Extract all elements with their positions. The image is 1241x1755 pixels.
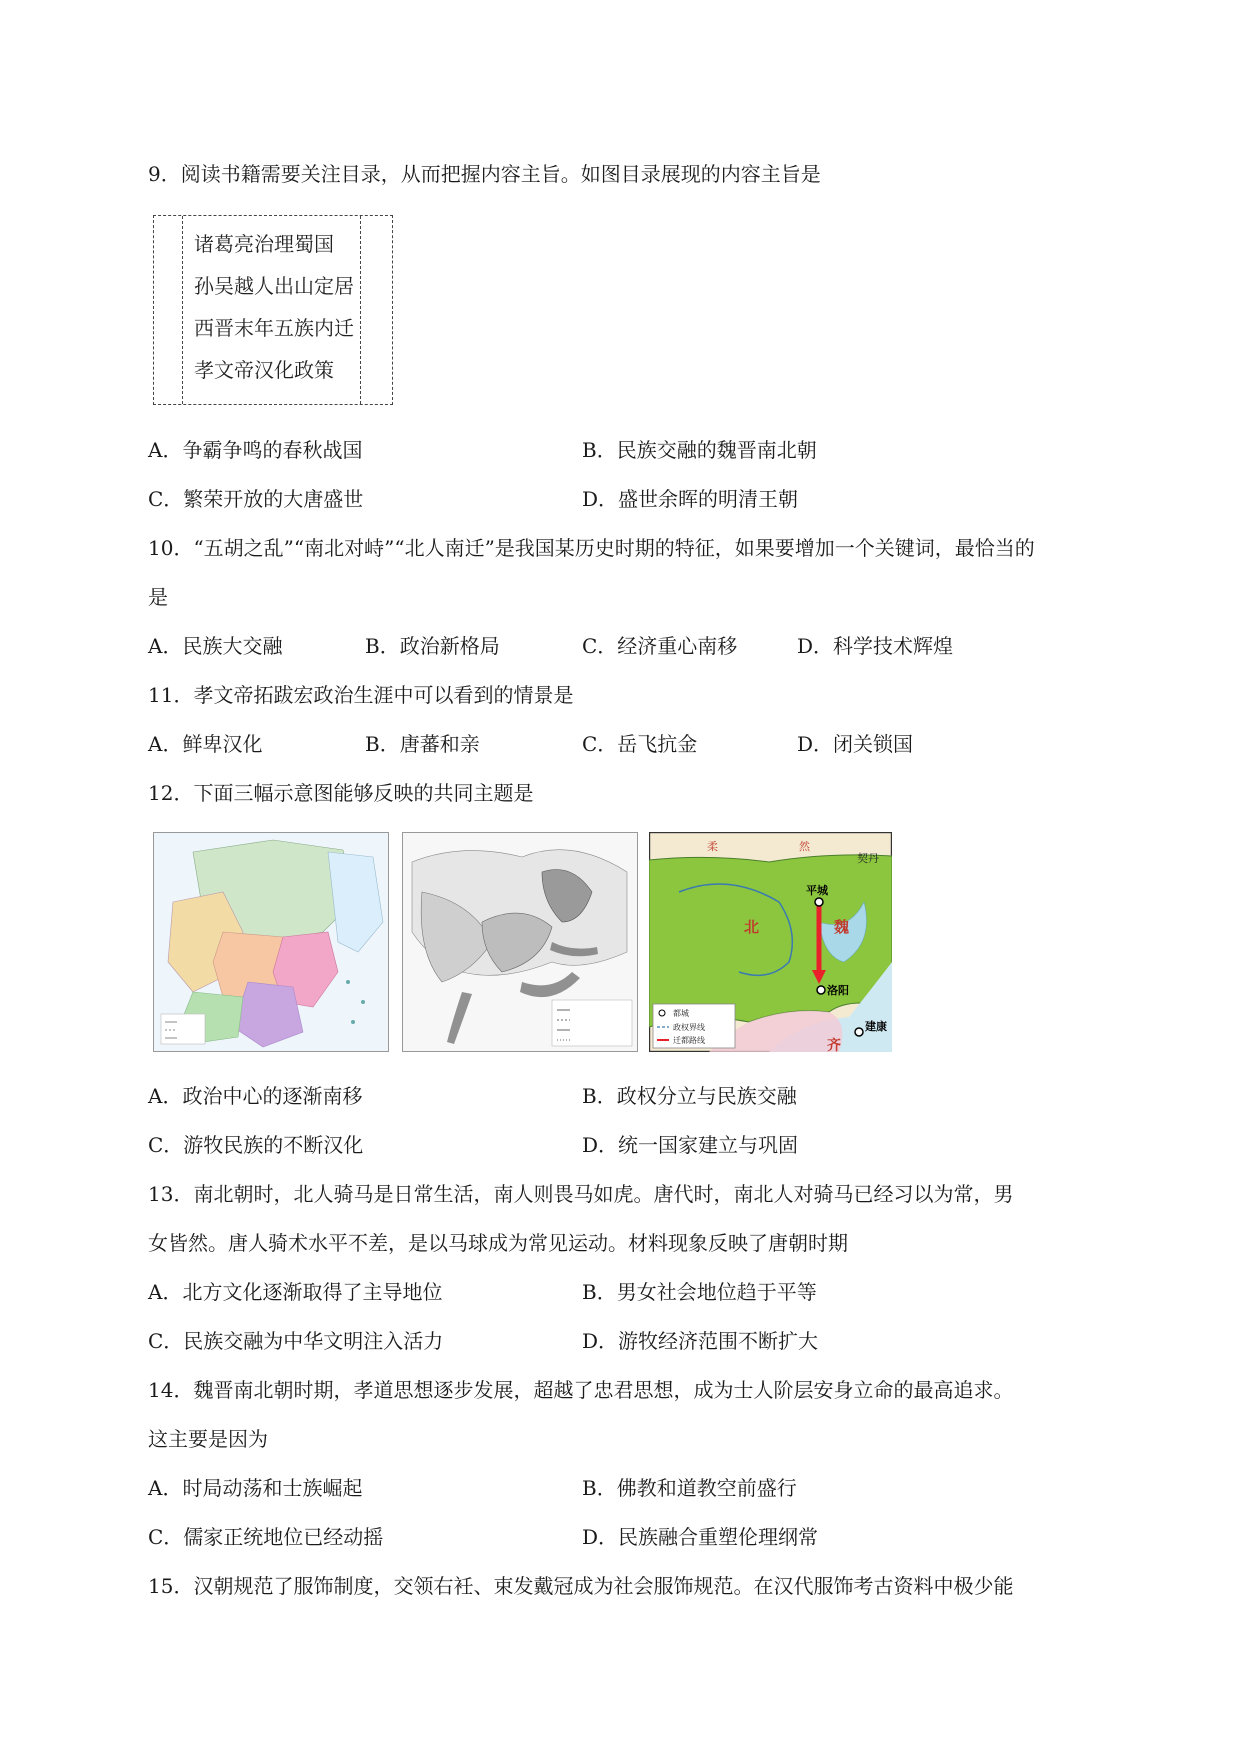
q9-table-of-contents [153, 215, 393, 405]
label-rouran-1: 柔 [707, 840, 718, 853]
q10-stem-line1: 10．“五胡之乱”“南北对峙”“北人南迁”是我国某历史时期的特征，如果要增加一个关键词，最恰当的 [148, 536, 1035, 560]
label-luoyang: 洛阳 [827, 984, 849, 997]
q10-option-d[interactable]: D．科学技术辉煌 [797, 634, 954, 658]
q10-option-a[interactable]: A．民族大交融 [148, 634, 283, 658]
label-wei: 魏 [834, 918, 850, 936]
q9-stem: 9．阅读书籍需要关注目录，从而把握内容主旨。如图目录展现的内容主旨是 [148, 162, 821, 186]
q14-option-c[interactable]: C．儒家正统地位已经动摇 [148, 1525, 384, 1549]
q12-option-a[interactable]: A．政治中心的逐渐南移 [148, 1084, 363, 1108]
q10-option-b[interactable]: B．政治新格局 [365, 634, 500, 658]
q9-option-b[interactable]: B．民族交融的魏晋南北朝 [582, 438, 817, 462]
q13-option-a[interactable]: A．北方文化逐渐取得了主导地位 [148, 1280, 443, 1304]
q10-stem-line2: 是 [148, 585, 168, 609]
label-rouran-2: 然 [799, 840, 810, 853]
map-1-three-kingdoms [153, 832, 389, 1052]
toc-item: 孝文帝汉化政策 [194, 358, 334, 382]
q13-option-c[interactable]: C．民族交融为中华文明注入活力 [148, 1329, 444, 1353]
q9-option-a[interactable]: A．争霸争鸣的春秋战国 [148, 438, 363, 462]
map-2-northern-tribes-migration [402, 832, 638, 1052]
legend-capital: 都城 [673, 1009, 689, 1018]
q11-stem: 11．孝文帝拓跋宏政治生涯中可以看到的情景是 [148, 683, 574, 707]
q14-option-b[interactable]: B．佛教和道教空前盛行 [582, 1476, 797, 1500]
toc-item: 孙吴越人出山定居 [194, 274, 354, 298]
q12-option-b[interactable]: B．政权分立与民族交融 [582, 1084, 797, 1108]
toc-item: 西晋末年五族内迁 [194, 316, 354, 340]
q11-option-c[interactable]: C．岳飞抗金 [582, 732, 698, 756]
q13-option-b[interactable]: B．男女社会地位趋于平等 [582, 1280, 817, 1304]
toc-item: 诸葛亮治理蜀国 [194, 232, 334, 256]
label-pingcheng: 平城 [806, 884, 828, 897]
q9-option-c[interactable]: C．繁荣开放的大唐盛世 [148, 487, 364, 511]
q11-option-d[interactable]: D．闭关锁国 [797, 732, 914, 756]
label-jiankang: 建康 [865, 1020, 887, 1033]
q12-option-c[interactable]: C．游牧民族的不断汉化 [148, 1133, 364, 1157]
q11-option-b[interactable]: B．唐蕃和亲 [365, 732, 480, 756]
q9-option-d[interactable]: D．盛世余晖的明清王朝 [582, 487, 799, 511]
label-bei: 北 [744, 918, 760, 936]
q15-stem: 15．汉朝规范了服饰制度，交领右衽、束发戴冠成为社会服饰规范。在汉代服饰考古资料中极少能 [148, 1574, 1014, 1598]
q14-option-a[interactable]: A．时局动荡和士族崛起 [148, 1476, 363, 1500]
q13-option-d[interactable]: D．游牧经济范围不断扩大 [582, 1329, 819, 1353]
q12-stem: 12．下面三幅示意图能够反映的共同主题是 [148, 781, 534, 805]
legend-route: 迁都路线 [673, 1036, 705, 1045]
q13-stem-line2: 女皆然。唐人骑术水平不差，是以马球成为常见运动。材料现象反映了唐朝时期 [148, 1231, 848, 1255]
q11-option-a[interactable]: A．鲜卑汉化 [148, 732, 263, 756]
q12-option-d[interactable]: D．统一国家建立与巩固 [582, 1133, 799, 1157]
label-qi: 齐 [827, 1038, 841, 1052]
q14-stem-line1: 14．魏晋南北朝时期，孝道思想逐步发展，超越了忠君思想，成为士人阶层安身立命的最高追求。 [148, 1378, 1014, 1402]
q10-option-c[interactable]: C．经济重心南移 [582, 634, 738, 658]
q13-stem-line1: 13．南北朝时，北人骑马是日常生活，南人则畏马如虎。唐代时，南北人对骑马已经习以为常，男 [148, 1182, 1014, 1206]
map-3-northern-wei-capital-move [649, 832, 892, 1052]
q14-option-d[interactable]: D．民族融合重塑伦理纲常 [582, 1525, 819, 1549]
label-khitan: 契丹 [857, 852, 879, 865]
legend-border: 政权界线 [673, 1023, 705, 1032]
q14-stem-line2: 这主要是因为 [148, 1427, 268, 1451]
